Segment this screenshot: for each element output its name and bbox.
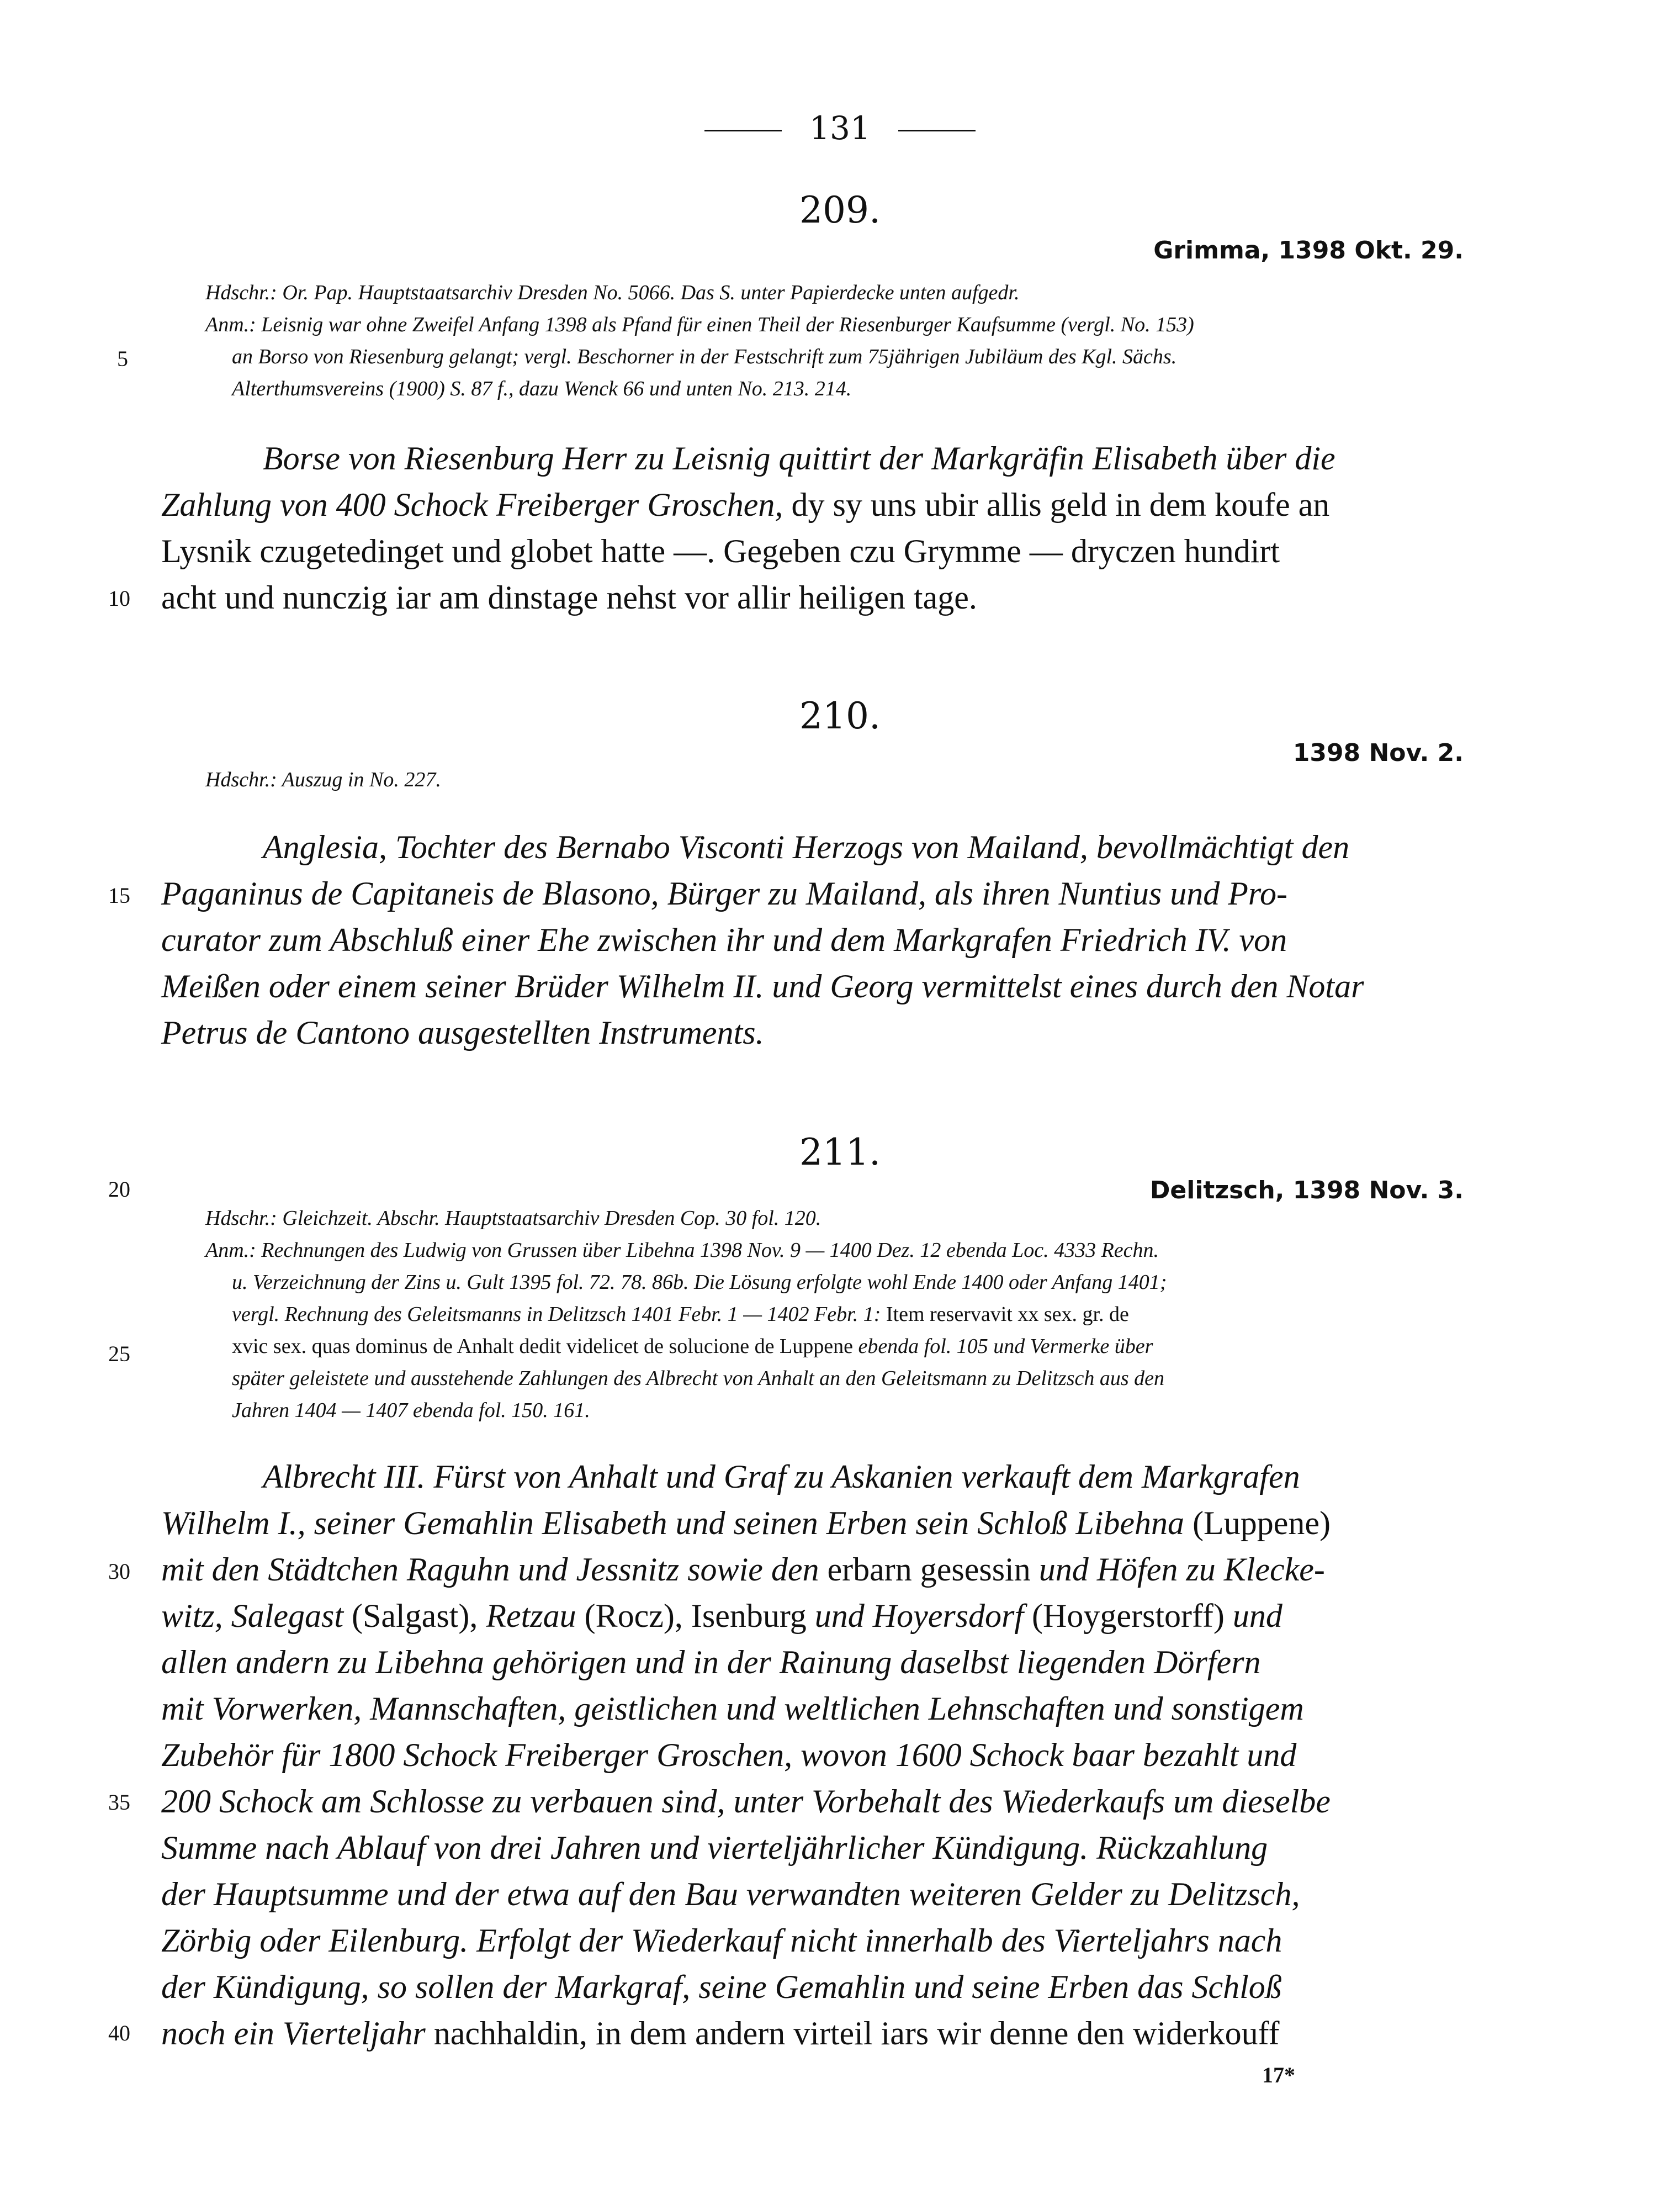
regest-line: Albrecht III. Fürst von Anhalt und Graf zu Askanien verkauft dem Markgrafen: [263, 1458, 1300, 1495]
regest-line: Zörbig oder Eilenburg. Erfolgt der Wiederkauf nicht innerhalb des Vierteljahrs nach: [161, 1922, 1282, 1959]
page-number: 131: [809, 109, 871, 147]
regest-line: der Kündigung, so sollen der Markgraf, seine Gemahlin und seine Erben das Schloß: [161, 1969, 1282, 2005]
regest-line: Zahlung von 400 Schock Freiberger Groschen, dy sy uns ubir allis geld in dem koufe an: [161, 487, 1330, 523]
regest-line: acht und nunczig iar am dinstage nehst vor allir heiligen tage.: [161, 579, 977, 616]
regest-line: 200 Schock am Schlosse zu verbauen sind, unter Vorbehalt des Wiederkaufs um dieselbe: [161, 1783, 1331, 1820]
annotation-note: xvic sex. quas dominus de Anhalt dedit videlicet de solucione de Luppene ebenda fol. 105 und Vermerke über: [232, 1335, 1153, 1358]
regest-line: Zubehör für 1800 Schock Freiberger Groschen, wovon 1600 Schock baar bezahlt und: [161, 1737, 1297, 1773]
annotation-note: Alterthumsvereins (1900) S. 87 f., dazu Wenck 66 und unten No. 213. 214.: [232, 377, 852, 400]
annotation-note: vergl. Rechnung des Geleitsmanns in Delitzsch 1401 Febr. 1 — 1402 Febr. 1: Item reservavit xx sex. gr. de: [232, 1303, 1129, 1326]
regest-line: mit den Städtchen Raguhn und Jessnitz sowie den erbarn gesessin und Höfen zu Klecke-: [161, 1551, 1325, 1588]
document-number: 211.: [799, 1131, 881, 1173]
regest-line: witz, Salegast (Salgast), Retzau (Rocz), Isenburg und Hoyersdorf (Hoygerstorff) und: [161, 1598, 1282, 1634]
annotation-note: später geleistete und ausstehende Zahlungen des Albrecht von Anhalt an den Geleitsmann zu Delitzsch aus den: [232, 1367, 1164, 1390]
annotation-note: Anm.: Rechnungen des Ludwig von Grussen über Libehna 1398 Nov. 9 — 1400 Dez. 12 ebenda Loc. 4333 Rechn.: [205, 1239, 1159, 1262]
annotation-note: an Borso von Riesenburg gelangt; vergl. Beschorner in der Festschrift zum 75jährigen Jubiläum des Kgl. Sächs.: [232, 345, 1177, 368]
line-number: 10: [108, 586, 130, 611]
document-date: 1398 Nov. 2.: [1292, 739, 1464, 767]
regest-line: noch ein Vierteljahr nachhaldin, in dem andern virteil iars wir denne den widerkouff: [161, 2015, 1280, 2051]
sheet-signature: 17*: [1262, 2063, 1295, 2087]
regest-line: Petrus de Cantono ausgestellten Instruments.: [161, 1014, 764, 1051]
regest-line: curator zum Abschluß einer Ehe zwischen ihr und dem Markgrafen Friedrich IV. von: [161, 922, 1287, 958]
manuscript-note: Hdschr.: Gleichzeit. Abschr. Hauptstaatsarchiv Dresden Cop. 30 fol. 120.: [205, 1207, 822, 1230]
header-rule-left: [704, 130, 782, 131]
document-date: Delitzsch, 1398 Nov. 3.: [1149, 1176, 1464, 1204]
regest-line: Borse von Riesenburg Herr zu Leisnig quittirt der Markgräfin Elisabeth über die: [263, 440, 1335, 477]
annotation-note: u. Verzeichnung der Zins u. Gult 1395 fol. 72. 78. 86b. Die Lösung erfolgte wohl Ende 1400 oder Anfang 1401;: [232, 1271, 1167, 1294]
annotation-note: Jahren 1404 — 1407 ebenda fol. 150. 161.: [232, 1399, 590, 1422]
line-number: 40: [108, 2021, 130, 2045]
regest-line: Meißen oder einem seiner Brüder Wilhelm II. und Georg vermittelst eines durch den Notar: [161, 968, 1364, 1004]
page-header: [0, 109, 1680, 147]
regest-line: Lysnik czugetedinget und globet hatte —. Gegeben czu Grymme — dryczen hundirt: [161, 533, 1280, 569]
annotation-note: Anm.: Leisnig war ohne Zweifel Anfang 1398 als Pfand für einen Theil der Riesenburger Kaufsumme (vergl. No. 153): [205, 313, 1194, 336]
line-number: 25: [108, 1341, 130, 1366]
regest-line: Paganinus de Capitaneis de Blasono, Bürger zu Mailand, als ihren Nuntius und Pro-: [161, 875, 1287, 912]
regest-line: Summe nach Ablauf von drei Jahren und vierteljährlicher Kündigung. Rückzahlung: [161, 1830, 1268, 1866]
line-number: 35: [108, 1790, 130, 1815]
manuscript-note: Hdschr.: Or. Pap. Hauptstaatsarchiv Dresden No. 5066. Das S. unter Papierdecke unten aufgedr.: [205, 281, 1020, 304]
line-number: 20: [108, 1177, 130, 1202]
manuscript-note: Hdschr.: Auszug in No. 227.: [205, 768, 441, 791]
regest-line: der Hauptsumme und der etwa auf den Bau verwandten weiteren Gelder zu Delitzsch,: [161, 1876, 1300, 1912]
regest-line: Anglesia, Tochter des Bernabo Visconti Herzogs von Mailand, bevollmächtigt den: [263, 829, 1350, 865]
document-number: 210.: [799, 695, 881, 737]
regest-line: Wilhelm I., seiner Gemahlin Elisabeth und seinen Erben sein Schloß Libehna (Luppene): [161, 1505, 1331, 1541]
regest-line: mit Vorwerken, Mannschaften, geistlichen und weltlichen Lehnschaften und sonstigem: [161, 1690, 1304, 1727]
header-rule-right: [898, 130, 976, 131]
regest-line: allen andern zu Libehna gehörigen und in der Rainung daselbst liegenden Dörfern: [161, 1644, 1261, 1680]
line-number: 5: [117, 346, 128, 371]
document-date: Grimma, 1398 Okt. 29.: [1153, 236, 1464, 265]
line-number: 30: [108, 1559, 130, 1584]
document-number: 209.: [799, 189, 881, 231]
line-number: 15: [108, 883, 130, 908]
